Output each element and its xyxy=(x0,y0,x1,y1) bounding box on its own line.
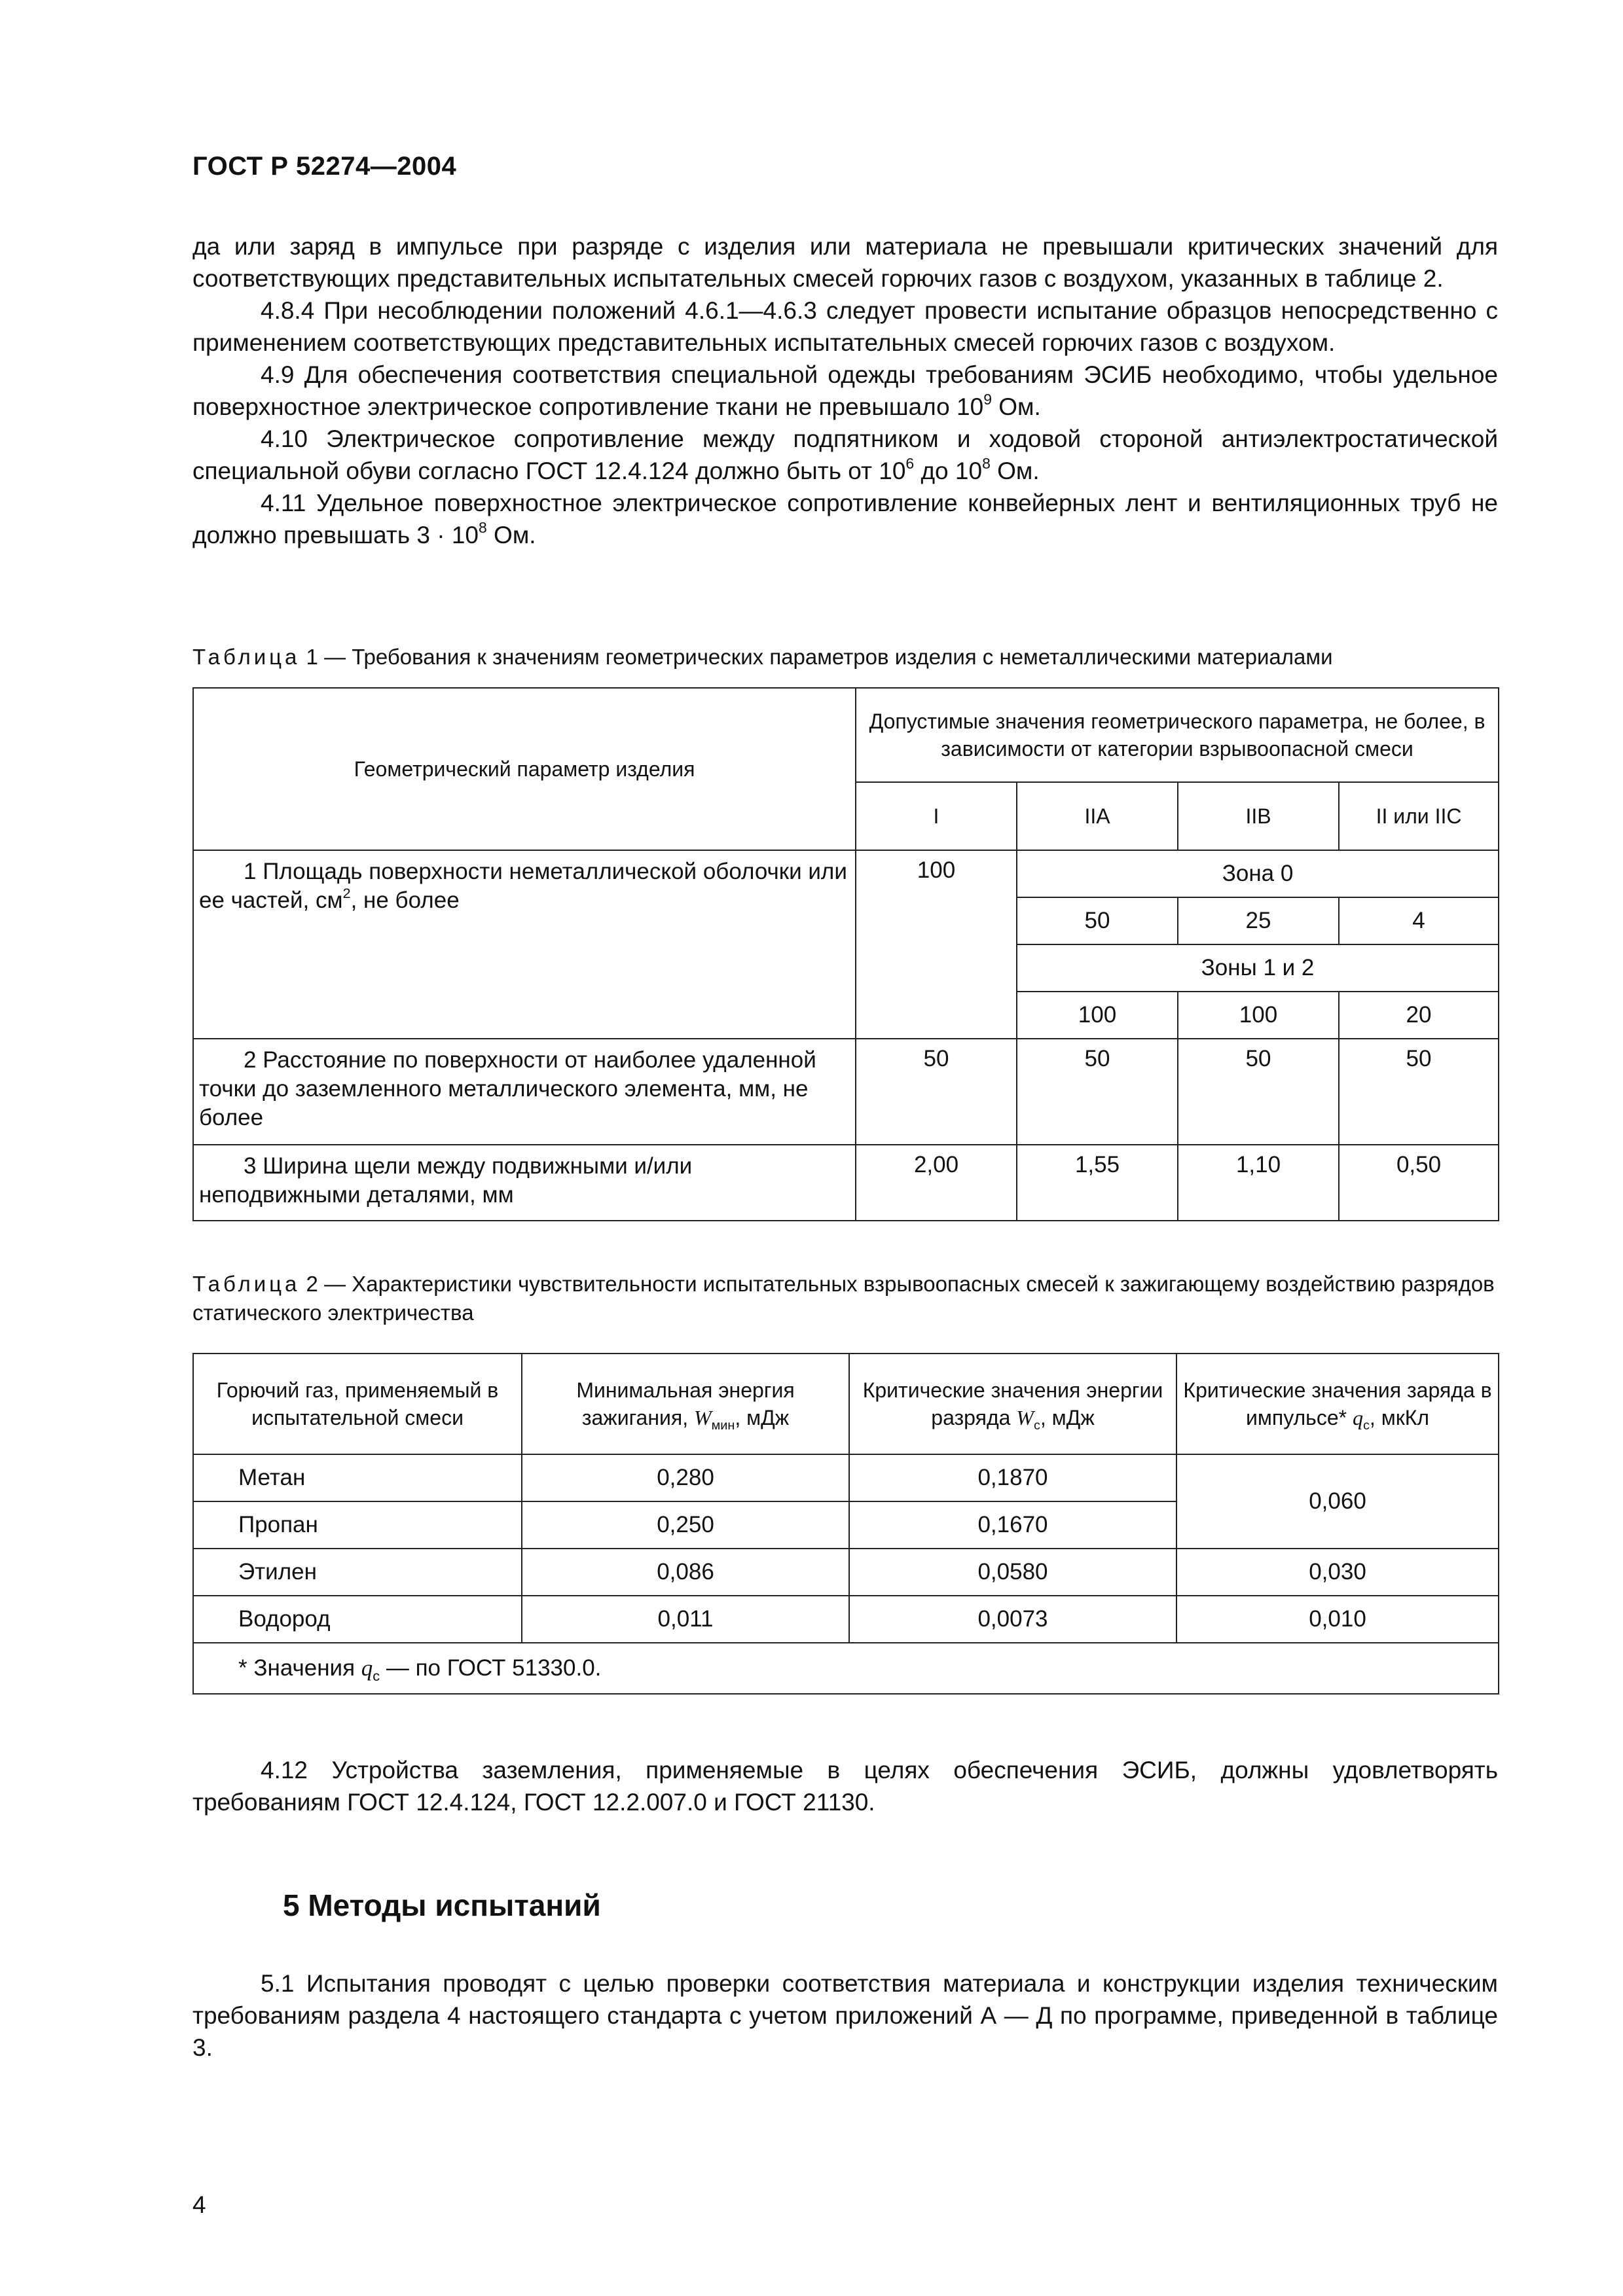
table-row xyxy=(193,1596,1499,1643)
table-cell: 25 xyxy=(1178,897,1339,944)
col-header-allowed: Допустимые значения геометрического параметра, не более, в зависимости от категории взрывоопасной смеси xyxy=(856,688,1499,782)
table-cell: 50 xyxy=(1339,1039,1499,1145)
col-header-category: IIA xyxy=(1017,782,1178,850)
page-number: 4 xyxy=(192,2191,206,2218)
table-cell: 2,00 xyxy=(856,1145,1017,1221)
table-cell: 20 xyxy=(1339,992,1499,1039)
table-cell: 0,0580 xyxy=(849,1549,1176,1596)
table-footnote: * Значения $q_c$ — по ГОСТ 51330.0. xyxy=(193,1643,1499,1694)
table-cell: 0,030 xyxy=(1176,1549,1499,1596)
table-cell: 0,0073 xyxy=(849,1596,1176,1643)
table-cell: 0,1870 xyxy=(849,1454,1176,1501)
col-header-gas: Горючий газ, применяемый в испытательной смеси xyxy=(193,1354,522,1454)
col-header-param: Геометрический параметр изделия xyxy=(193,688,856,850)
paragraph-4-10: 4.10 Электрическое сопротивление между подпятником и ходовой стороной антиэлектростатической специальной обуви согласно ГОСТ 12.4.124 должно быть от $10^6$ до $10^8$ Ом. xyxy=(192,425,1498,484)
table-row xyxy=(193,1454,1499,1501)
table-row xyxy=(193,1549,1499,1596)
col-header-wmin: Минимальная энергия зажигания, $W_{мин}$, мДж xyxy=(522,1354,849,1454)
row-param-label: 3 Ширина щели между подвижными и/или неподвижными деталями, мм xyxy=(193,1145,856,1221)
table2-caption: Таблица 2 — Характеристики чувствительности испытательных взрывоопасных смесей к зажигающему воздействию разрядов статического электричества xyxy=(192,1272,1495,1325)
paragraph-5-1: 5.1 Испытания проводят с целью проверки соответствия материала и конструкции изделия техническим требованиям раздела 4 настоящего стандарта с учетом приложений А — Д по программе, приведенной в таблице 3. xyxy=(192,1970,1498,2061)
table-cell: 0,086 xyxy=(522,1549,849,1596)
paragraph-4-9: 4.9 Для обеспечения соответствия специальной одежды требованиям ЭСИБ необходимо, чтобы удельное поверхностное электрическое сопротивление ткани не превышало $10^9$ Ом. xyxy=(192,361,1498,420)
paragraph-continuation: да или заряд в импульсе при разряде с изделия или материала не превышали критических значений для соответствующих представительных испытательных смесей горючих газов с воздухом, указанных в таблице 2. xyxy=(192,233,1498,292)
table-cell: 0,250 xyxy=(522,1501,849,1549)
gas-name: Метан xyxy=(193,1454,522,1501)
col-header-wc: Критические значения энергии разряда $W_c$, мДж xyxy=(849,1354,1176,1454)
table-cell: 1,10 xyxy=(1178,1145,1339,1221)
paragraph-4-12: 4.12 Устройства заземления, применяемые в целях обеспечения ЭСИБ, должны удовлетворять требованиям ГОСТ 12.4.124, ГОСТ 12.2.007.0 и ГОСТ 21130. xyxy=(192,1757,1498,1816)
gas-name: Пропан xyxy=(193,1501,522,1549)
table-cell: 100 xyxy=(1178,992,1339,1039)
col-header-category: IIB xyxy=(1178,782,1339,850)
col-header-category: I xyxy=(856,782,1017,850)
table-geometric-parameters xyxy=(192,687,1499,1221)
table1-caption: Таблица 1 — Требования к значениям геометрических параметров изделия с неметаллическими материалами xyxy=(192,645,1333,669)
row-param-label: 2 Расстояние по поверхности от наиболее удаленной точки до заземленного металлического элемента, мм, не более xyxy=(193,1039,856,1145)
section-title: 5 Методы испытаний xyxy=(283,1888,601,1922)
table-cell: 4 xyxy=(1339,897,1499,944)
zone-label: Зоны 1 и 2 xyxy=(1017,944,1499,992)
paragraph-4-11: 4.11 Удельное поверхностное электрическое сопротивление конвейерных лент и вентиляционных труб не должно превышать $3 \cdot 10^8$ Ом. xyxy=(192,490,1498,548)
table-cell: 1,55 xyxy=(1017,1145,1178,1221)
table-cell-merged: 0,060 xyxy=(1176,1454,1499,1549)
table-cell: 50 xyxy=(1178,1039,1339,1145)
col-header-qc: Критические значения заряда в импульсе* $q_c$, мкКл xyxy=(1176,1354,1499,1454)
table-cell: 50 xyxy=(1017,1039,1178,1145)
gas-name: Этилен xyxy=(193,1549,522,1596)
paragraph-4-8-4: 4.8.4 При несоблюдении положений 4.6.1—4.6.3 следует провести испытание образцов непосредственно с применением соответствующих представительных испытательных смесей горючих газов с воздухом. xyxy=(192,297,1498,356)
table-cell: 100 xyxy=(1017,992,1178,1039)
row-param-label: 1 Площадь поверхности неметаллической оболочки или ее частей, $см^2$, не более xyxy=(193,850,856,1039)
table-cell: 100 xyxy=(856,850,1017,1039)
col-header-category: II или IIC xyxy=(1339,782,1499,850)
table-cell: 0,011 xyxy=(522,1596,849,1643)
table-cell: 0,50 xyxy=(1339,1145,1499,1221)
intro-block xyxy=(192,230,1498,551)
table-cell: 0,280 xyxy=(522,1454,849,1501)
table-cell: 50 xyxy=(1017,897,1178,944)
table-cell: 0,1670 xyxy=(849,1501,1176,1549)
paragraph-4-12-block xyxy=(192,1754,1498,1818)
zone-label: Зона 0 xyxy=(1017,850,1499,897)
table-cell: 0,010 xyxy=(1176,1596,1499,1643)
paragraph-5-1-block xyxy=(192,1967,1498,2064)
table-cell: 50 xyxy=(856,1039,1017,1145)
document-id: ГОСТ Р 52274—2004 xyxy=(192,152,457,181)
table-mixture-sensitivity xyxy=(192,1353,1499,1695)
gas-name: Водород xyxy=(193,1596,522,1643)
